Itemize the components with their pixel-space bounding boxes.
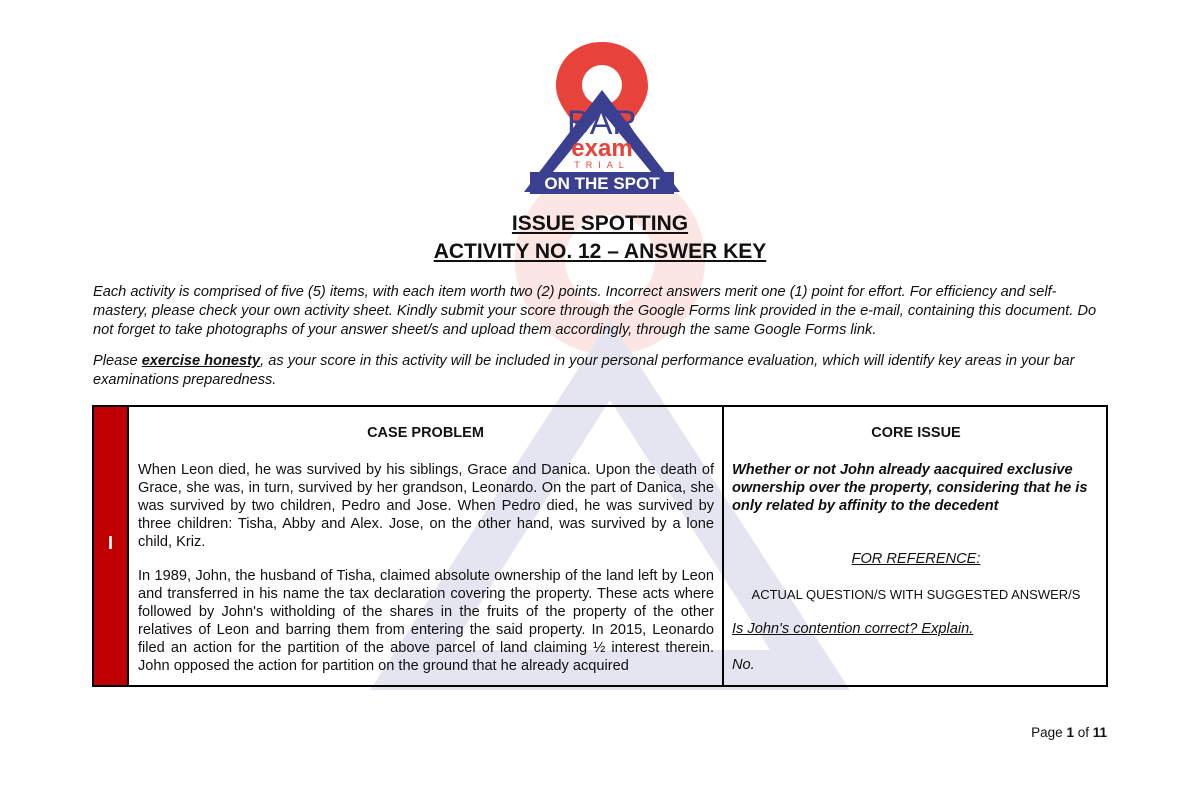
case-problem-header: CASE PROBLEM — [367, 425, 484, 441]
for-reference-label: FOR REFERENCE: — [851, 551, 981, 567]
page-word: Page — [1031, 725, 1067, 740]
answer-text: No. — [732, 657, 755, 673]
question-text: Is John's contention correct? Explain. — [732, 621, 974, 637]
case-paragraph-1: When Leon died, he was survived by his siblings, Grace and Danica. Upon the death of Grace, she was, in turn, survived by her grandson, Leonardo. On the part of Danica, she was survived by two children, Pedro and Jose. When Pedro died, he was survived by three children: Tisha, Abby and Alex. Jose, on the other hand, was survived by a lone child, Kriz. — [138, 462, 714, 550]
core-issue-header: CORE ISSUE — [871, 425, 961, 441]
document-title: ISSUE SPOTTING — [511, 212, 689, 235]
logo-on-the-spot-text: ON THE SPOT — [544, 174, 660, 193]
logo-bar-text: BAR — [567, 104, 637, 142]
logo-trial-text: TRIAL — [574, 160, 630, 170]
honesty-post: , as your score in this activity will be included in your personal performance evaluation, which will identify key areas in your bar examinations preparedness. — [93, 353, 1075, 388]
item-number: I — [107, 533, 113, 553]
bar-exam-trial-logo — [516, 40, 688, 200]
honesty-emphasis: exercise honesty — [141, 353, 261, 369]
page-number — [1031, 725, 1107, 740]
of-word: of — [1073, 725, 1093, 740]
answer-key-table — [92, 405, 1108, 687]
item-number-cell — [94, 407, 129, 685]
column-divider — [722, 407, 724, 685]
document-subtitle: ACTIVITY NO. 12 – ANSWER KEY — [433, 240, 767, 263]
actual-question-label: ACTUAL QUESTION/S WITH SUGGESTED ANSWER/S — [751, 587, 1081, 602]
page-total: 11 — [1092, 725, 1107, 740]
honesty-paragraph — [93, 352, 1109, 390]
instructions-paragraph: Each activity is comprised of five (5) items, with each item worth two (2) points. Incorrect answers merit one (1) point for effort. For efficiency and self-mastery, please check your own activity sheet. Kindly submit your score through the Google Forms link provided in the e-mail, containing this document. Do not forget to take photographs of your answer sheet/s and upload them accordingly, through the same Google Forms link. — [93, 284, 1097, 338]
core-issue-text: Whether or not John already aacquired exclusive ownership over the property, considering that he is only related by affinity to the decedent — [732, 462, 1088, 514]
page-current: 1 — [1066, 725, 1074, 740]
honesty-pre: Please — [93, 353, 142, 369]
logo-exam-text: exam — [571, 135, 633, 162]
case-paragraph-2: In 1989, John, the husband of Tisha, claimed absolute ownership of the land left by Leon and transferred in his name the tax declaration covering the property. These acts where followed by John's witholding of the shares in the fruits of the property of the other relatives of Leon and barring them from entering the said property. In 2015, Leonardo filed an action for the partition of the above parcel of land claiming ½ interest therein. John opposed the action for partition on the ground that he already acquired — [138, 568, 714, 674]
